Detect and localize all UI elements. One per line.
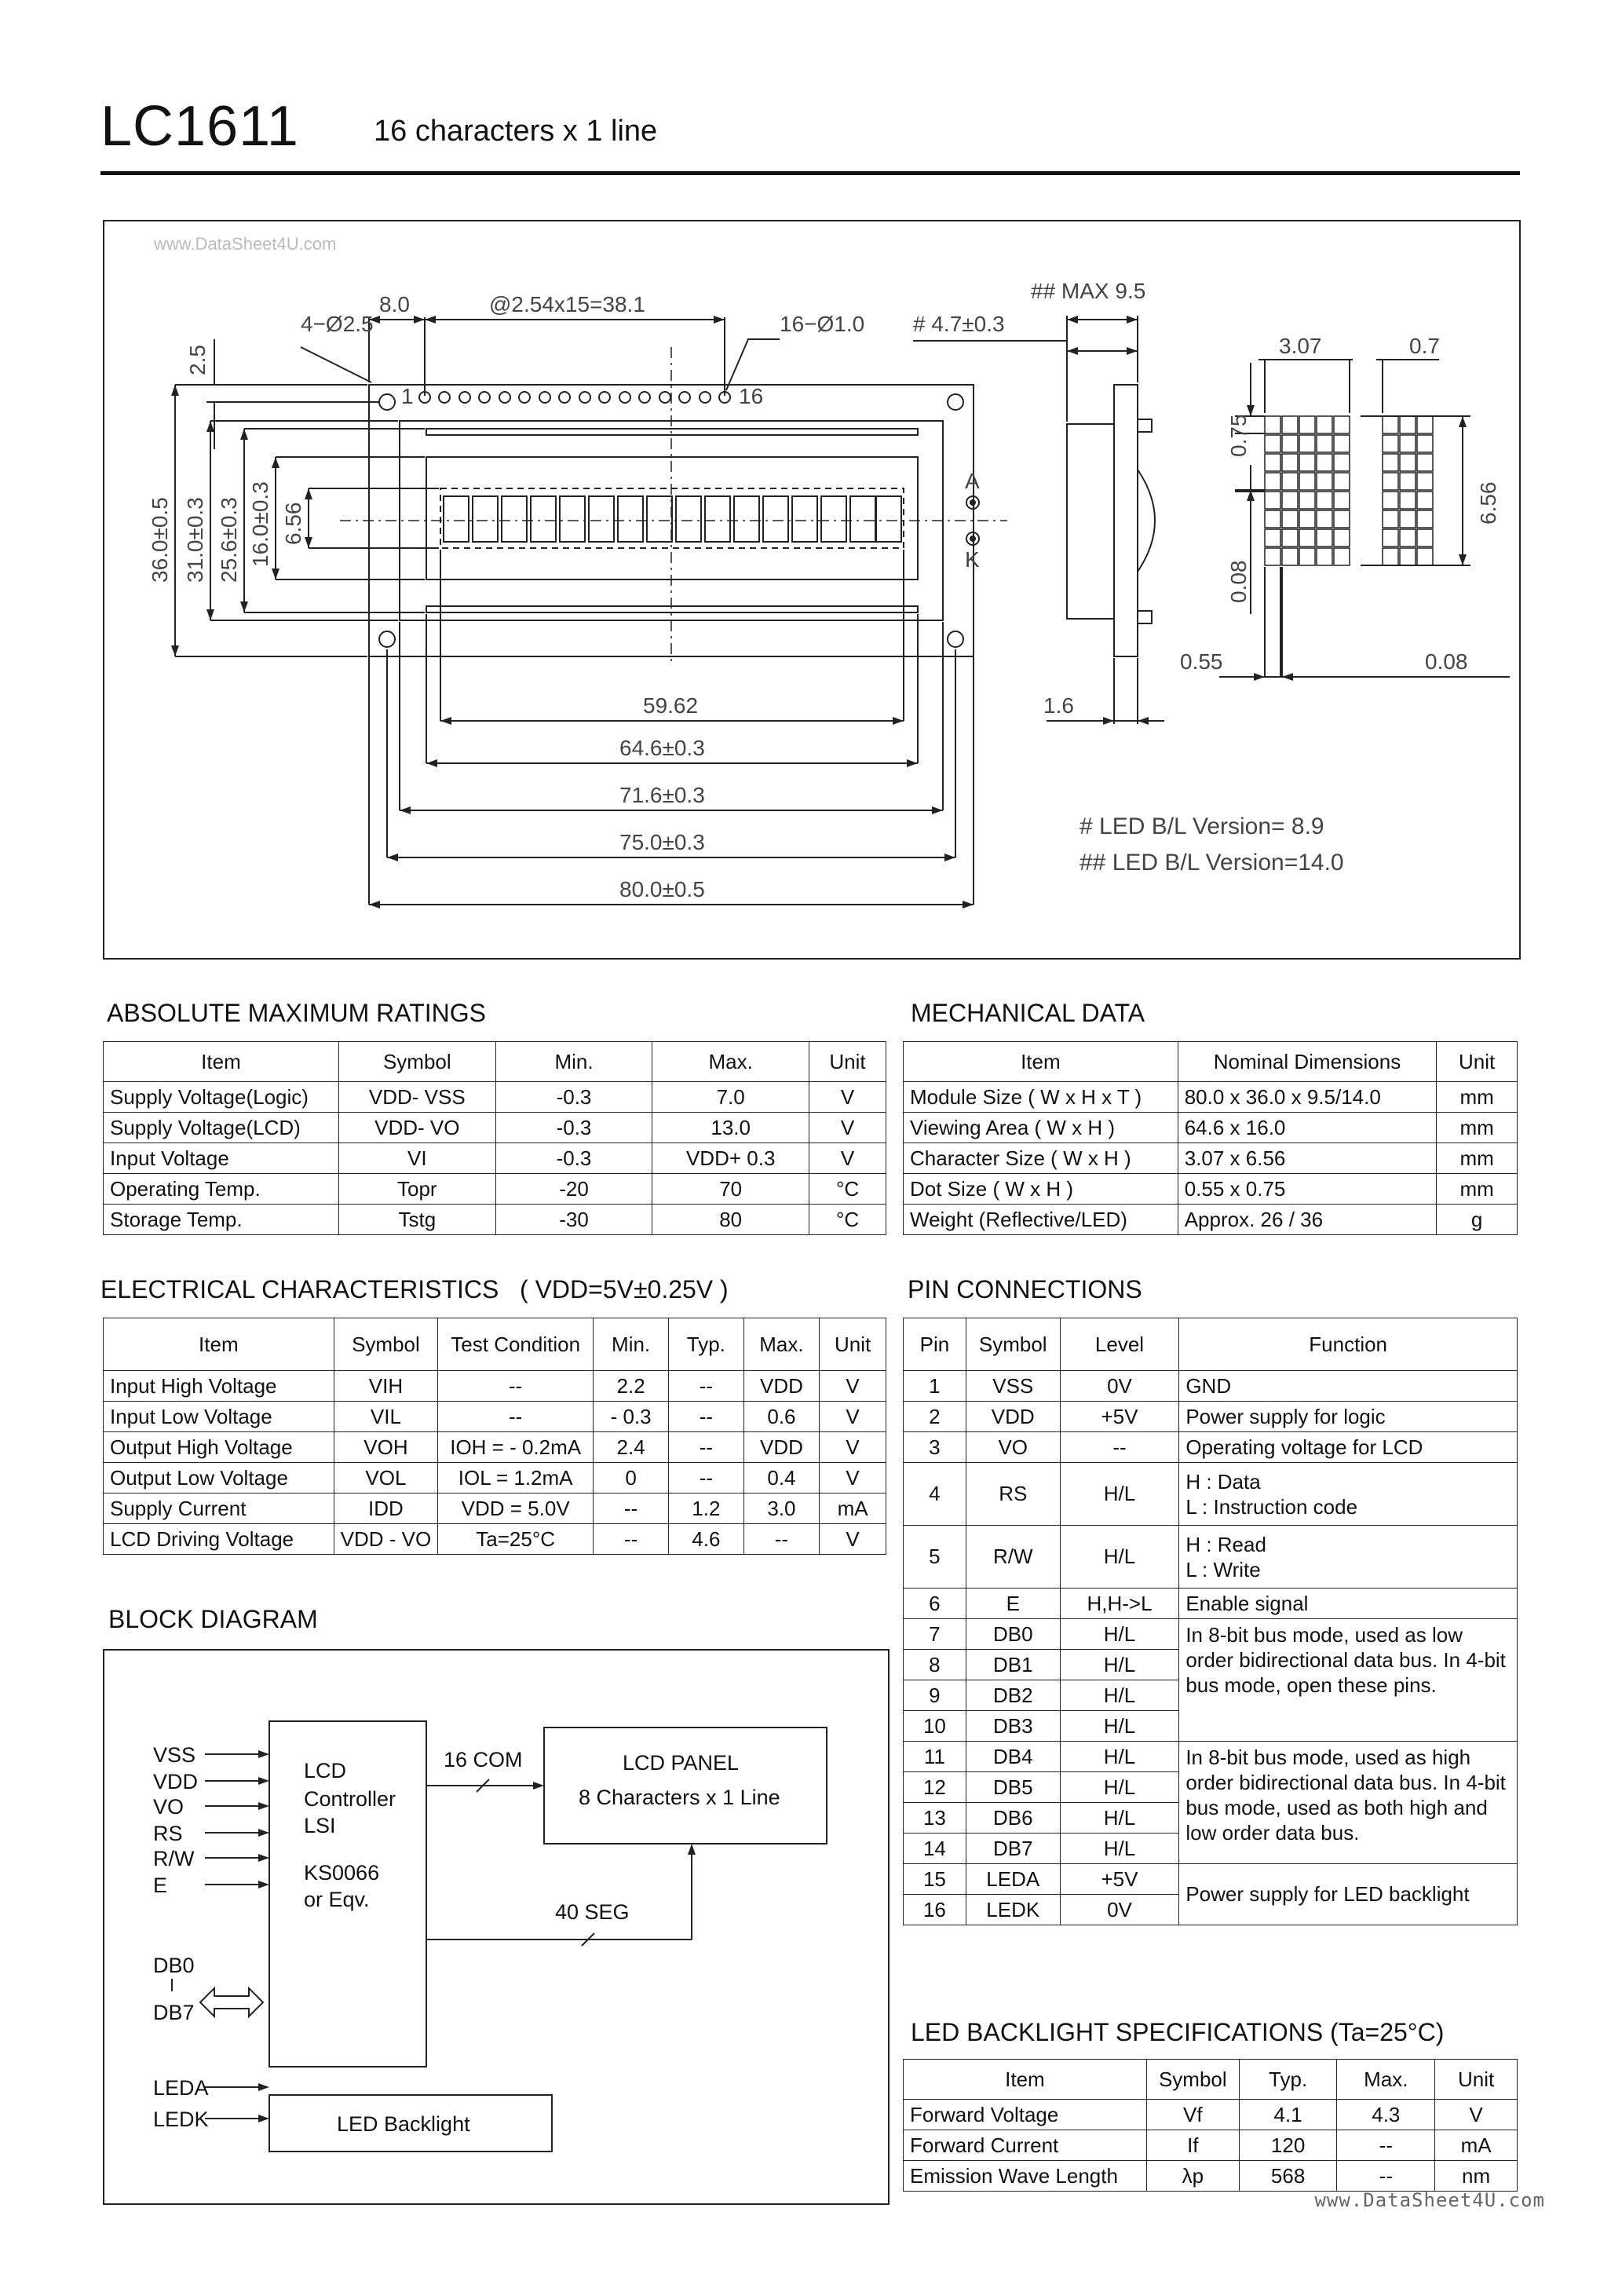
pin-header (419, 392, 730, 403)
col-header: Unit (820, 1318, 886, 1371)
table-row: Storage Temp. Tstg -30 80 °C (104, 1205, 886, 1235)
table-row: Operating Temp. Topr -20 70 °C (104, 1174, 886, 1205)
input-db7: DB7 (153, 2001, 195, 2024)
table-row: 3 VO -- Operating voltage for LCD (904, 1432, 1518, 1463)
elec-title (100, 1275, 729, 1304)
table-row: Dot Size ( W x H ) 0.55 x 0.75 mm (904, 1174, 1518, 1205)
table-row: Module Size ( W x H x T ) 80.0 x 36.0 x 9.5/14.0 mm (904, 1082, 1518, 1113)
drawing-watermark: www.DataSheet4U.com (154, 234, 337, 254)
dim-hole-width: 75.0±0.3 (619, 830, 705, 854)
col-header: Pin (904, 1318, 966, 1371)
col-header: Symbol (966, 1318, 1060, 1371)
col-header: Symbol (338, 1042, 495, 1082)
table-row: Supply Voltage(Logic) VDD- VSS -0.3 7.0 V (104, 1082, 886, 1113)
col-header: Item (904, 2060, 1147, 2100)
table-row: Output Low Voltage VOL IOL = 1.2mA 0 -- 0.4 V (104, 1463, 886, 1493)
table-row: 14 DB7 H/L (904, 1834, 1518, 1864)
col-header: Min. (594, 1318, 669, 1371)
col-header: Min. (495, 1042, 652, 1082)
col-header: Unit (809, 1042, 886, 1082)
table-row: Viewing Area ( W x H ) 64.6 x 16.0 mm (904, 1113, 1518, 1143)
table-row: 13 DB6 H/L (904, 1803, 1518, 1834)
anode-label: A (965, 469, 980, 493)
dim-bezel-height: 31.0±0.3 (183, 497, 207, 583)
dim-dot-width: 0.55 (1180, 649, 1223, 674)
table-row: Emission Wave Length λp 568 -- nm (904, 2161, 1518, 2192)
character-cells (444, 496, 901, 542)
input-vo: VO (153, 1795, 184, 1819)
table-row: 10 DB3 H/L (904, 1711, 1518, 1742)
footer-watermark: www.DataSheet4U.com (1314, 2189, 1545, 2211)
col-header: Max. (743, 1318, 820, 1371)
table-row: Supply Current IDD VDD = 5.0V -- 1.2 3.0 mA (104, 1493, 886, 1524)
table-row: 11 DB4 H/L In 8-bit bus mode, used as high order bidirectional data bus. In 4-bit bus mode, used as both high and low order data bus. (904, 1742, 1518, 1772)
dim-char-width: 3.07 (1279, 334, 1322, 358)
dim-outer-height: 36.0±0.5 (148, 497, 172, 583)
table-row: Forward Voltage Vf 4.1 4.3 V (904, 2100, 1518, 2130)
table-row: 15 LEDA +5V Power supply for LED backlight (904, 1864, 1518, 1895)
table-row: 6 E H,H->L Enable signal (904, 1589, 1518, 1619)
model-title: LC1611 (100, 95, 299, 158)
elec-table (103, 1318, 886, 1555)
drawing-svg (104, 221, 1519, 958)
input-e: E (153, 1874, 168, 1897)
model-description: 16 characters x 1 line (374, 115, 658, 148)
block-diagram-svg (104, 1651, 888, 2203)
col-header: Max. (1337, 2060, 1435, 2100)
dim-view-height: 25.6±0.3 (217, 497, 241, 583)
dim-thickness-max: ## MAX 9.5 (1031, 279, 1146, 303)
dim-dot-gap-h: 0.08 (1425, 649, 1468, 674)
title-rule (100, 171, 1520, 175)
table-row: 2 VDD +5V Power supply for logic (904, 1402, 1518, 1432)
mount-hole-icon (948, 394, 963, 410)
input-leda: LEDA (153, 2076, 209, 2100)
dim-char-height: 6.56 (1476, 481, 1500, 525)
pin-first-label: 1 (401, 384, 414, 408)
input-rw: R/W (153, 1847, 195, 1870)
col-header: Typ. (1239, 2060, 1337, 2100)
ctrl-line-4: KS0066 (304, 1861, 380, 1885)
table-row: Forward Current If 120 -- mA (904, 2130, 1518, 2161)
pins-table (903, 1318, 1518, 1925)
input-ledk: LEDK (153, 2108, 209, 2131)
bezel-strip-top (426, 429, 918, 435)
dim-active-height: 16.0±0.3 (248, 481, 272, 567)
pins-title: PIN CONNECTIONS (908, 1275, 1142, 1303)
drawing-note-1: # LED B/L Version= 8.9 (1080, 813, 1324, 839)
input-rs: RS (153, 1822, 183, 1845)
table-row: Output High Voltage VOH IOH = - 0.2mA 2.4 -- VDD V (104, 1432, 886, 1463)
table-row: 7 DB0 H/L In 8-bit bus mode, used as low order bidirectional data bus. In 4-bit bus mode, open these pins. (904, 1619, 1518, 1650)
mech-title: MECHANICAL DATA (911, 999, 1145, 1027)
dim-pin-offset: 8.0 (379, 292, 410, 316)
table-row: 4 RS H/L H : Data L : Instruction code (904, 1463, 1518, 1526)
dot-matrix-detail (1265, 416, 1433, 565)
dim-active-width: 59.62 (643, 693, 699, 718)
ctrl-line-1: LCD (304, 1759, 347, 1782)
table-row: Supply Voltage(LCD) VDD- VO -0.3 13.0 V (104, 1113, 886, 1143)
col-header: Symbol (334, 1318, 438, 1371)
dim-view-width: 64.6±0.3 (619, 736, 705, 760)
side-lcd (1067, 424, 1114, 619)
col-header: Max. (652, 1042, 809, 1082)
dim-outer-width: 80.0±0.5 (619, 877, 705, 901)
panel-label-2: 8 Characters x 1 Line (579, 1786, 780, 1809)
led-table (903, 2059, 1518, 2192)
mechanical-drawing (103, 220, 1521, 960)
table-row: Input High Voltage VIH -- 2.2 -- VDD V (104, 1371, 886, 1402)
input-vdd: VDD (153, 1770, 199, 1793)
ctrl-line-3: LSI (304, 1814, 336, 1837)
panel-label-1: LCD PANEL (623, 1751, 740, 1775)
table-row: Input Low Voltage VIL -- - 0.3 -- 0.6 V (104, 1402, 886, 1432)
table-row: 8 DB1 H/L (904, 1650, 1518, 1680)
bezel-strip-bottom (426, 606, 918, 612)
dim-dot-height: 0.75 (1226, 414, 1251, 457)
elec-condition: ( VDD=5V±0.25V ) (520, 1275, 729, 1303)
side-backlight (1138, 470, 1155, 572)
table-row: 5 R/W H/L H : Read L : Write (904, 1526, 1518, 1589)
com-label: 16 COM (444, 1748, 523, 1771)
col-header: Test Condition (438, 1318, 594, 1371)
elec-title-text: ELECTRICAL CHARACTERISTICS (100, 1275, 499, 1303)
dim-char-gap: 0.7 (1409, 334, 1440, 358)
col-header: Item (104, 1042, 339, 1082)
table-row: 12 DB5 H/L (904, 1772, 1518, 1803)
cathode-label: K (965, 547, 980, 572)
mech-table (903, 1041, 1518, 1235)
drawing-note-2: ## LED B/L Version=14.0 (1080, 850, 1344, 876)
dim-pin-dia: 16−Ø1.0 (780, 312, 865, 336)
table-row: LCD Driving Voltage VDD - VO Ta=25°C -- 4.6 -- V (104, 1524, 886, 1555)
col-header: Typ. (669, 1318, 744, 1371)
abs-max-title: ABSOLUTE MAXIMUM RATINGS (107, 999, 487, 1027)
block-title: BLOCK DIAGRAM (108, 1605, 318, 1633)
dim-pin-pitch: @2.54x15=38.1 (489, 292, 645, 316)
col-header: Function (1179, 1318, 1518, 1371)
dim-hole-dia: 4−Ø2.5 (301, 312, 374, 336)
led-title: LED BACKLIGHT SPECIFICATIONS (Ta=25°C) (911, 2018, 1445, 2046)
col-header: Item (904, 1042, 1178, 1082)
dim-dot-gap: 0.08 (1226, 560, 1251, 603)
dim-bezel-width: 71.6±0.3 (619, 783, 705, 807)
backlight-label: LED Backlight (337, 2112, 470, 2136)
col-header: Unit (1437, 1042, 1518, 1082)
pin-last-label: 16 (739, 384, 764, 408)
table-row: Input Voltage VI -0.3 VDD+ 0.3 V (104, 1143, 886, 1174)
dim-top-offset: 2.5 (185, 345, 210, 375)
mount-hole-icon (948, 631, 963, 647)
table-row: 1 VSS 0V GND (904, 1371, 1518, 1402)
mount-hole-icon (379, 631, 395, 647)
col-header: Nominal Dimensions (1178, 1042, 1437, 1082)
ctrl-line-2: Controller (304, 1787, 396, 1811)
dim-char-height-front: 6.56 (281, 502, 305, 545)
table-row: 16 LEDK 0V (904, 1895, 1518, 1925)
col-header: Unit (1435, 2060, 1518, 2100)
dim-pcb-thickness: 1.6 (1043, 693, 1074, 718)
table-row: 9 DB2 H/L (904, 1680, 1518, 1711)
col-header: Symbol (1146, 2060, 1239, 2100)
block-diagram (103, 1649, 890, 2205)
table-row: Character Size ( W x H ) 3.07 x 6.56 mm (904, 1143, 1518, 1174)
seg-label: 40 SEG (555, 1900, 630, 1924)
col-header: Item (104, 1318, 334, 1371)
mount-hole-icon (379, 394, 395, 410)
side-pcb (1114, 385, 1138, 656)
ctrl-line-5: or Eqv. (304, 1888, 370, 1911)
dim-thickness-led: # 4.7±0.3 (913, 312, 1005, 336)
input-vss: VSS (153, 1743, 196, 1767)
abs-max-table (103, 1041, 886, 1235)
input-db0: DB0 (153, 1954, 195, 1977)
col-header: Level (1060, 1318, 1179, 1371)
databus-arrow-icon (200, 1988, 263, 2016)
table-row: Weight (Reflective/LED) Approx. 26 / 36 g (904, 1205, 1518, 1235)
